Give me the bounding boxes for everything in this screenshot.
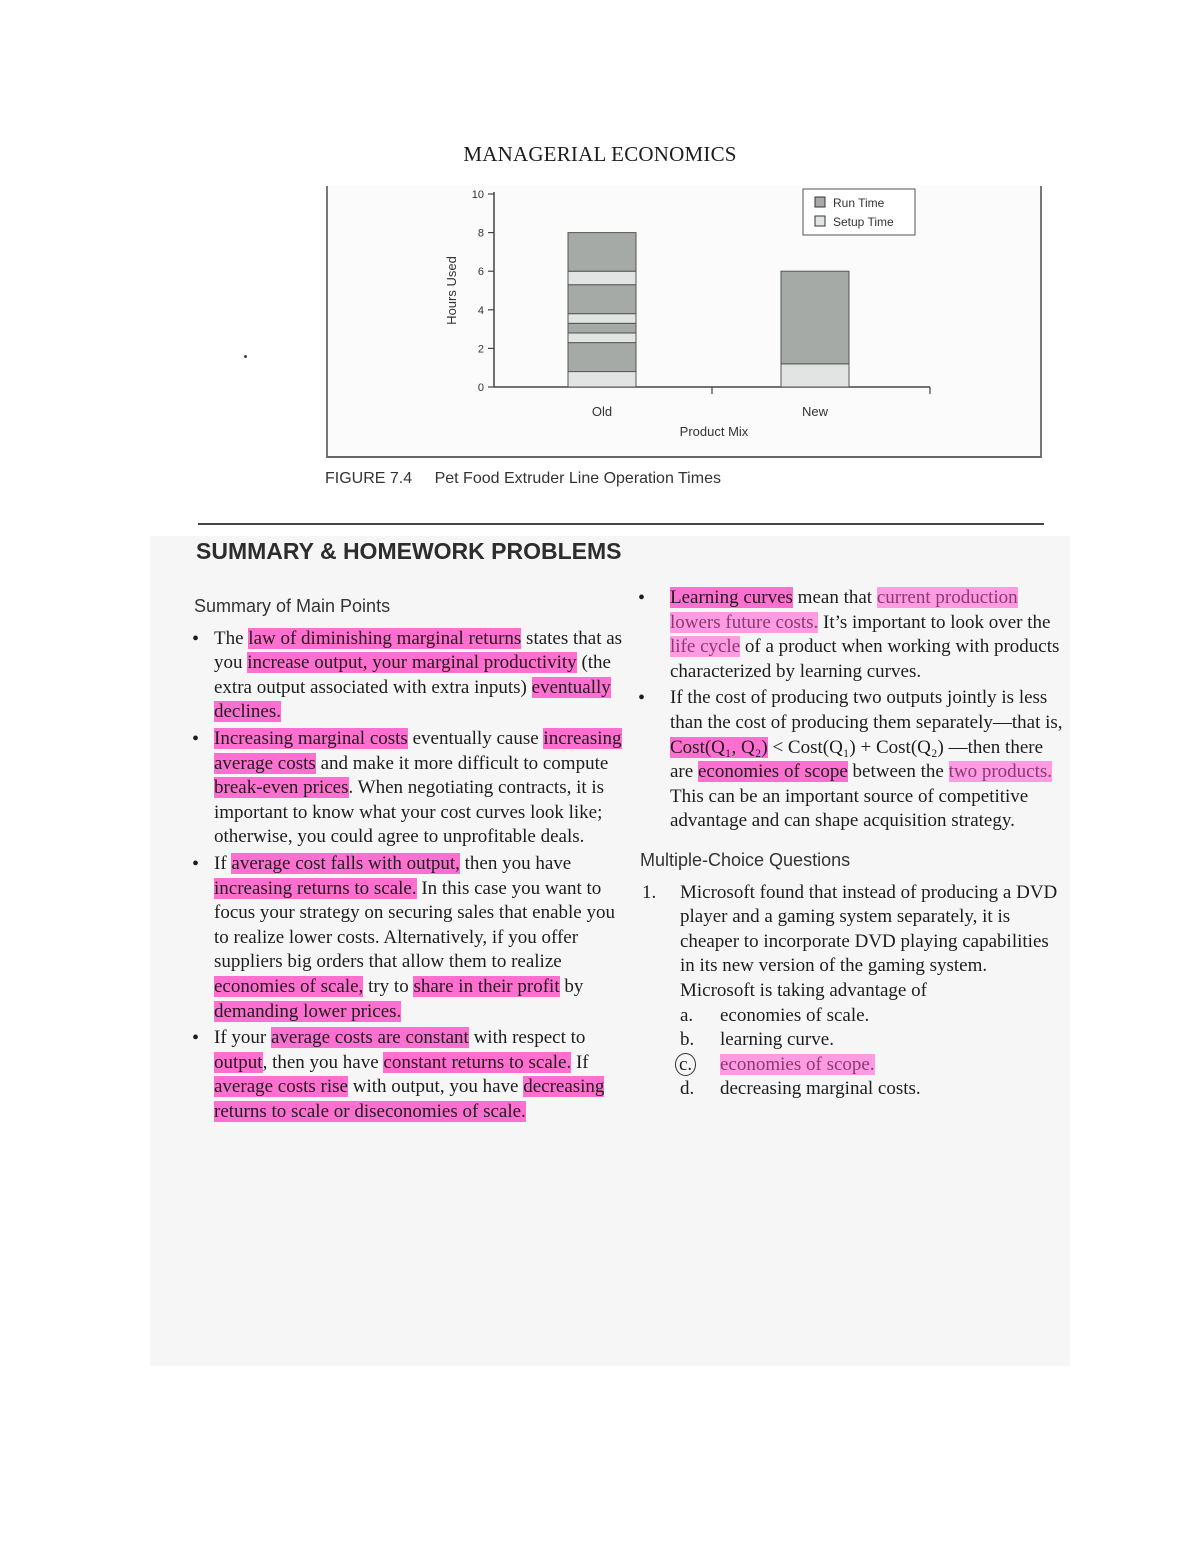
summary-bullet-4: • If your average costs are constant with respect to output, then you have constant returns to scale. If average costs rise with output, you have decreasing returns to scale or diseconomies of scale. [164, 1026, 626, 1124]
summary-bullet-1: • The law of diminishing marginal returns states that as you increase output, your marginal productivity (the extra output associated with extra inputs) eventually declines. [164, 627, 626, 725]
highlight: break-even prices [214, 777, 349, 799]
highlight: average costs rise [214, 1076, 348, 1098]
highlight: law of diminishing marginal returns [248, 627, 522, 649]
option-letter: b. [680, 1029, 695, 1051]
answer-options [636, 1004, 1066, 1102]
highlight: increase output, your marginal productivity [247, 652, 577, 674]
highlight: increasing returns to scale. [214, 877, 417, 899]
highlight: constant returns to scale. [383, 1051, 572, 1073]
legend-swatch-setup [815, 216, 825, 226]
highlight: output [214, 1051, 263, 1073]
option-text: economies of scale. [720, 1004, 870, 1026]
summary-bullet-2: • Increasing marginal costs eventually cause increasing average costs and make it more difficult to compute break-even prices. When negotiating contracts, it is important to know what your cost curves look like; otherwise, you could agree to unprofitable deals. [164, 727, 626, 850]
option-letter: d. [680, 1078, 695, 1100]
highlight: Cost(Q₁, Q₂) [670, 736, 768, 758]
figure-title: Pet Food Extruder Line Operation Times [434, 470, 721, 487]
option-letter: a. [680, 1004, 694, 1026]
question-text: Microsoft found that instead of producing a DVD player and a gaming system separately, it is cheaper to incorporate DVD playing capabilities in its new version of the gaming system. Microsoft is taking advantage of [680, 881, 1058, 1001]
section-title: SUMMARY & HOMEWORK PROBLEMS [196, 538, 622, 564]
y-tick-label: 4 [477, 304, 484, 317]
y-tick-label: 10 [471, 189, 484, 201]
bar-segment-setup [568, 314, 636, 324]
stray-mark [244, 355, 247, 358]
circle-mark: c. [675, 1053, 696, 1076]
bar-segment-run [568, 343, 636, 372]
option-letter-circled [680, 1053, 696, 1078]
bar-segment-setup [568, 333, 636, 343]
page-header: MANAGERIAL ECONOMICS [463, 142, 737, 166]
highlight: decreasing returns to scale or diseconomies of scale. [214, 1076, 605, 1122]
summary-bullet-5: • Learning curves mean that current production lowers future costs. It’s important to look over the life cycle of a product when working with products characterized by learning curves. [636, 586, 1066, 684]
highlight: life cycle [670, 636, 741, 658]
summary-bullet-6: • If the cost of producing two outputs jointly is less than the cost of producing them separately—that is, Cost(Q₁, Q₂) < Cost(Q₁) + Cost(Q₂) —then there are economies of scope between the two products. This can be an important source of competitive advantage and can shape acquisition strategy. [636, 686, 1066, 834]
highlight: economies of scale, [214, 975, 364, 997]
highlight: demanding lower prices. [214, 1000, 402, 1022]
highlight: average costs are constant [270, 1027, 469, 1049]
highlight: economies of scope [697, 761, 848, 783]
option-text: learning curve. [720, 1029, 834, 1051]
legend-label-setup: Setup Time [833, 215, 894, 229]
option-text-highlighted: economies of scope. [720, 1053, 875, 1075]
option-a [680, 1004, 1066, 1029]
y-tick-label: 2 [477, 343, 484, 356]
bar-segment-run [568, 285, 636, 314]
y-tick-label: 0 [477, 382, 484, 394]
highlight: two products. [948, 761, 1052, 783]
figure-number: FIGURE 7.4 [325, 470, 413, 487]
legend-swatch-run [815, 197, 825, 207]
y-axis-label: Hours Used [444, 256, 459, 325]
legend-label-run: Run Time [833, 196, 885, 210]
highlight: Learning curves [670, 587, 793, 608]
bar-segment-setup [568, 271, 636, 285]
highlight: average cost falls with output, [231, 852, 460, 874]
option-d [680, 1077, 1066, 1102]
option-text: decreasing marginal costs. [720, 1078, 921, 1100]
figure-frame [326, 186, 1042, 458]
summary-list-left [164, 627, 626, 1125]
option-c [680, 1053, 1066, 1078]
bar-segment-setup [568, 372, 636, 387]
y-tick-label: 6 [477, 266, 484, 279]
left-column [164, 590, 626, 1126]
mcq-heading: Multiple-Choice Questions [640, 849, 851, 870]
category-label: New [801, 404, 829, 419]
x-axis-label: Product Mix [679, 424, 749, 439]
section-rule [198, 523, 1044, 525]
option-b [680, 1028, 1066, 1053]
summary-list-right [636, 586, 1066, 834]
highlight: current production lowers future costs. [670, 587, 1018, 633]
bar-segment-setup [781, 364, 849, 387]
bar-segment-run [568, 323, 636, 333]
stacked-bar-chart [328, 186, 1040, 456]
figure-caption [325, 470, 721, 488]
question-number: 1. [642, 881, 657, 903]
summary-bullet-3: • If average cost falls with output, then you have increasing returns to scale. In this case you want to focus your strategy on securing sales that enable you to realize lower costs. Alternatively, if you offer suppliers big orders that allow them to realize economies of scale, try to share in their profit by demanding lower prices. [164, 852, 626, 1024]
y-tick-label: 8 [477, 227, 484, 240]
question-1 [636, 881, 1066, 1004]
summary-heading: Summary of Main Points [194, 596, 391, 616]
highlight: Increasing marginal costs [214, 727, 408, 749]
right-column [636, 586, 1066, 1102]
highlight: eventually declines. [214, 676, 611, 723]
bar-segment-run [568, 233, 636, 272]
highlight: share in their profit [413, 975, 560, 997]
bar-segment-run [781, 271, 849, 364]
category-label: Old [591, 404, 613, 419]
highlight: increasing average costs [214, 727, 622, 774]
